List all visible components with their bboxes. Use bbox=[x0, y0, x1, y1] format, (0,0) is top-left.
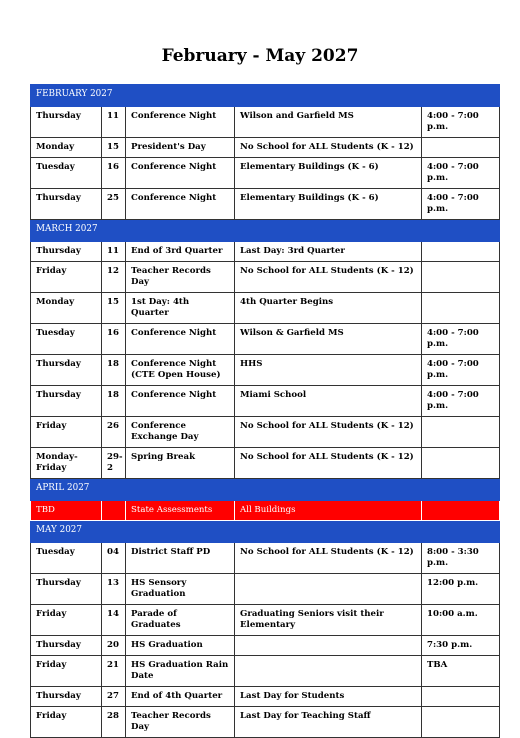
cell-details: Last Day: 3rd Quarter bbox=[235, 242, 422, 262]
cell-event: Conference Night bbox=[126, 189, 235, 220]
cell-time bbox=[422, 293, 500, 324]
section-header-label: MARCH 2027 bbox=[31, 220, 500, 242]
cell-day: Monday bbox=[31, 138, 102, 158]
section-header bbox=[31, 479, 500, 501]
cell-event: HS Sensory Graduation bbox=[126, 574, 235, 605]
cell-details: Wilson & Garfield MS bbox=[235, 324, 422, 355]
table-row bbox=[31, 687, 500, 707]
cell-date: 26 bbox=[102, 417, 126, 448]
cell-date: 13 bbox=[102, 574, 126, 605]
cell-time: 4:00 - 7:00 p.m. bbox=[422, 355, 500, 386]
cell-event: Conference Night bbox=[126, 107, 235, 138]
cell-details: Last Day for Students bbox=[235, 687, 422, 707]
cell-day: Thursday bbox=[31, 574, 102, 605]
cell-event: End of 4th Quarter bbox=[126, 687, 235, 707]
cell-details bbox=[235, 636, 422, 656]
cell-details: 4th Quarter Begins bbox=[235, 293, 422, 324]
table-row bbox=[31, 707, 500, 738]
cell-time bbox=[422, 707, 500, 738]
alert-row bbox=[31, 501, 500, 521]
table-row bbox=[31, 636, 500, 656]
cell-details: All Buildings bbox=[235, 501, 422, 521]
cell-event: Conference Night (CTE Open House) bbox=[126, 355, 235, 386]
cell-event: HS Graduation Rain Date bbox=[126, 656, 235, 687]
cell-time bbox=[422, 262, 500, 293]
cell-time bbox=[422, 242, 500, 262]
cell-event: Teacher Records Day bbox=[126, 262, 235, 293]
table-row bbox=[31, 242, 500, 262]
cell-details: No School for ALL Students (K - 12) bbox=[235, 138, 422, 158]
cell-date bbox=[102, 501, 126, 521]
cell-date: 14 bbox=[102, 605, 126, 636]
cell-date: 21 bbox=[102, 656, 126, 687]
cell-date: 27 bbox=[102, 687, 126, 707]
cell-time: 8:00 - 3:30 p.m. bbox=[422, 543, 500, 574]
cell-day: Thursday bbox=[31, 386, 102, 417]
cell-day: Tuesday bbox=[31, 324, 102, 355]
section-header-label: MAY 2027 bbox=[31, 521, 500, 543]
cell-details: Miami School bbox=[235, 386, 422, 417]
cell-date: 04 bbox=[102, 543, 126, 574]
table-row bbox=[31, 107, 500, 138]
table-row bbox=[31, 448, 500, 479]
table-row bbox=[31, 324, 500, 355]
cell-day: Friday bbox=[31, 605, 102, 636]
schedule-table bbox=[30, 84, 500, 738]
cell-date: 16 bbox=[102, 324, 126, 355]
cell-details: No School for ALL Students (K - 12) bbox=[235, 262, 422, 293]
section-header bbox=[31, 521, 500, 543]
cell-time: 4:00 - 7:00 p.m. bbox=[422, 386, 500, 417]
cell-time bbox=[422, 687, 500, 707]
cell-date: 28 bbox=[102, 707, 126, 738]
cell-date: 11 bbox=[102, 107, 126, 138]
section-header bbox=[31, 220, 500, 242]
cell-event: 1st Day: 4th Quarter bbox=[126, 293, 235, 324]
table-row bbox=[31, 417, 500, 448]
table-row bbox=[31, 386, 500, 417]
cell-time: TBA bbox=[422, 656, 500, 687]
cell-date: 20 bbox=[102, 636, 126, 656]
cell-day: Friday bbox=[31, 707, 102, 738]
cell-details: Last Day for Teaching Staff bbox=[235, 707, 422, 738]
cell-time bbox=[422, 138, 500, 158]
table-row bbox=[31, 355, 500, 386]
table-row bbox=[31, 189, 500, 220]
table-row bbox=[31, 262, 500, 293]
cell-day: Friday bbox=[31, 417, 102, 448]
cell-day: Friday bbox=[31, 656, 102, 687]
cell-time bbox=[422, 501, 500, 521]
cell-date: 29- 2 bbox=[102, 448, 126, 479]
cell-date: 11 bbox=[102, 242, 126, 262]
cell-day: TBD bbox=[31, 501, 102, 521]
table-row bbox=[31, 656, 500, 687]
cell-time: 12:00 p.m. bbox=[422, 574, 500, 605]
cell-event: Conference Night bbox=[126, 324, 235, 355]
cell-day: Friday bbox=[31, 262, 102, 293]
cell-details: Wilson and Garfield MS bbox=[235, 107, 422, 138]
cell-day: Monday- Friday bbox=[31, 448, 102, 479]
table-row bbox=[31, 605, 500, 636]
cell-date: 16 bbox=[102, 158, 126, 189]
cell-date: 18 bbox=[102, 386, 126, 417]
cell-details: Elementary Buildings (K - 6) bbox=[235, 158, 422, 189]
cell-day: Thursday bbox=[31, 189, 102, 220]
cell-event: Conference Night bbox=[126, 386, 235, 417]
page-title: February - May 2027 bbox=[161, 46, 359, 66]
cell-date: 15 bbox=[102, 293, 126, 324]
table-row bbox=[31, 138, 500, 158]
cell-event: State Assessments bbox=[126, 501, 235, 521]
cell-time: 10:00 a.m. bbox=[422, 605, 500, 636]
cell-date: 15 bbox=[102, 138, 126, 158]
cell-event: Parade of Graduates bbox=[126, 605, 235, 636]
cell-day: Thursday bbox=[31, 242, 102, 262]
cell-time: 4:00 - 7:00 p.m. bbox=[422, 324, 500, 355]
cell-time: 4:00 - 7:00 p.m. bbox=[422, 107, 500, 138]
section-header-label: FEBRUARY 2027 bbox=[31, 85, 500, 107]
cell-details bbox=[235, 656, 422, 687]
cell-details: HHS bbox=[235, 355, 422, 386]
cell-details: No School for ALL Students (K - 12) bbox=[235, 448, 422, 479]
cell-day: Thursday bbox=[31, 687, 102, 707]
section-header bbox=[31, 85, 500, 107]
cell-details: Elementary Buildings (K - 6) bbox=[235, 189, 422, 220]
cell-event: Teacher Records Day bbox=[126, 707, 235, 738]
cell-event: HS Graduation bbox=[126, 636, 235, 656]
table-row bbox=[31, 543, 500, 574]
cell-time bbox=[422, 417, 500, 448]
cell-date: 12 bbox=[102, 262, 126, 293]
cell-day: Tuesday bbox=[31, 543, 102, 574]
cell-event: Conference Night bbox=[126, 158, 235, 189]
cell-time bbox=[422, 448, 500, 479]
cell-event: President's Day bbox=[126, 138, 235, 158]
cell-day: Tuesday bbox=[31, 158, 102, 189]
cell-event: District Staff PD bbox=[126, 543, 235, 574]
cell-time: 4:00 - 7:00 p.m. bbox=[422, 189, 500, 220]
cell-time: 7:30 p.m. bbox=[422, 636, 500, 656]
table-row bbox=[31, 574, 500, 605]
cell-details: No School for ALL Students (K - 12) bbox=[235, 417, 422, 448]
cell-day: Thursday bbox=[31, 636, 102, 656]
section-header-label: APRIL 2027 bbox=[31, 479, 500, 501]
cell-day: Thursday bbox=[31, 355, 102, 386]
cell-event: End of 3rd Quarter bbox=[126, 242, 235, 262]
cell-day: Thursday bbox=[31, 107, 102, 138]
cell-time: 4:00 - 7:00 p.m. bbox=[422, 158, 500, 189]
table-row bbox=[31, 158, 500, 189]
schedule-body bbox=[31, 85, 500, 738]
cell-details: Graduating Seniors visit their Elementary bbox=[235, 605, 422, 636]
cell-day: Monday bbox=[31, 293, 102, 324]
cell-details bbox=[235, 574, 422, 605]
cell-event: Conference Exchange Day bbox=[126, 417, 235, 448]
cell-date: 18 bbox=[102, 355, 126, 386]
cell-details: No School for ALL Students (K - 12) bbox=[235, 543, 422, 574]
cell-date: 25 bbox=[102, 189, 126, 220]
cell-event: Spring Break bbox=[126, 448, 235, 479]
table-row bbox=[31, 293, 500, 324]
